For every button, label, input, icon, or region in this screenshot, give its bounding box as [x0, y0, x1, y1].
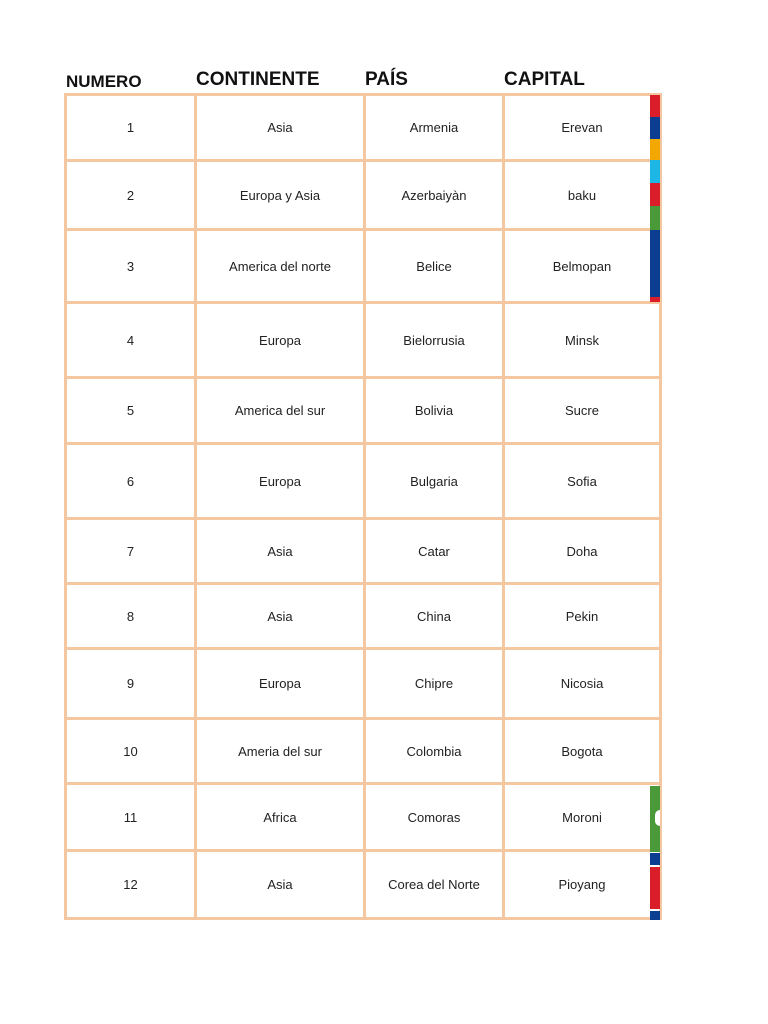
table-row: [66, 584, 661, 649]
cell-continente: Asia: [196, 584, 365, 649]
cell-pais: Catar: [365, 519, 504, 584]
cell-continente: Europa: [196, 444, 365, 519]
cell-numero: 7: [66, 519, 196, 584]
cell-capital: Pioyang: [504, 851, 661, 919]
cell-pais: Belice: [365, 230, 504, 303]
cell-pais: Bielorrusia: [365, 303, 504, 378]
cell-pais: Armenia: [365, 95, 504, 161]
cell-pais: Azerbaiyàn: [365, 161, 504, 230]
cell-numero: 9: [66, 649, 196, 719]
cell-continente: Europa y Asia: [196, 161, 365, 230]
cell-capital: Sucre: [504, 378, 661, 444]
cell-capital: Nicosia: [504, 649, 661, 719]
cell-numero: 1: [66, 95, 196, 161]
table-row: [66, 303, 661, 378]
cell-pais: Bolivia: [365, 378, 504, 444]
header-numero: NUMERO: [66, 72, 142, 91]
cell-numero: 8: [66, 584, 196, 649]
cell-pais: Bulgaria: [365, 444, 504, 519]
header-capital: CAPITAL: [504, 69, 585, 90]
cell-capital: Erevan: [504, 95, 661, 161]
cell-pais: Colombia: [365, 719, 504, 784]
header-continente: CONTINENTE: [196, 69, 320, 90]
cell-capital: Sofia: [504, 444, 661, 519]
table-header-row: [0, 68, 768, 96]
cell-numero: 5: [66, 378, 196, 444]
table-row: [66, 161, 661, 230]
cell-capital: Doha: [504, 519, 661, 584]
cell-capital: Minsk: [504, 303, 661, 378]
cell-continente: Europa: [196, 649, 365, 719]
cell-pais: Comoras: [365, 784, 504, 851]
table-row: [66, 719, 661, 784]
cell-numero: 10: [66, 719, 196, 784]
countries-table: [64, 93, 662, 920]
cell-continente: Asia: [196, 519, 365, 584]
cell-capital: Moroni: [504, 784, 661, 851]
table-row: [66, 378, 661, 444]
cell-numero: 6: [66, 444, 196, 519]
cell-capital: Bogota: [504, 719, 661, 784]
cell-capital: Pekin: [504, 584, 661, 649]
cell-continente: Africa: [196, 784, 365, 851]
table-row: [66, 519, 661, 584]
cell-numero: 12: [66, 851, 196, 919]
table-row: [66, 649, 661, 719]
cell-capital: Belmopan: [504, 230, 661, 303]
cell-numero: 3: [66, 230, 196, 303]
table-row: [66, 230, 661, 303]
cell-pais: Chipre: [365, 649, 504, 719]
header-pais: PAÍS: [365, 69, 408, 90]
cell-continente: Ameria del sur: [196, 719, 365, 784]
table-row: [66, 851, 661, 919]
cell-pais: China: [365, 584, 504, 649]
cell-continente: Europa: [196, 303, 365, 378]
cell-continente: Asia: [196, 851, 365, 919]
cell-continente: Asia: [196, 95, 365, 161]
cell-numero: 2: [66, 161, 196, 230]
cell-pais: Corea del Norte: [365, 851, 504, 919]
table-row: [66, 444, 661, 519]
cell-numero: 4: [66, 303, 196, 378]
table-row: [66, 784, 661, 851]
cell-capital: baku: [504, 161, 661, 230]
table-row: [66, 95, 661, 161]
cell-continente: America del sur: [196, 378, 365, 444]
cell-numero: 11: [66, 784, 196, 851]
cell-continente: America del norte: [196, 230, 365, 303]
